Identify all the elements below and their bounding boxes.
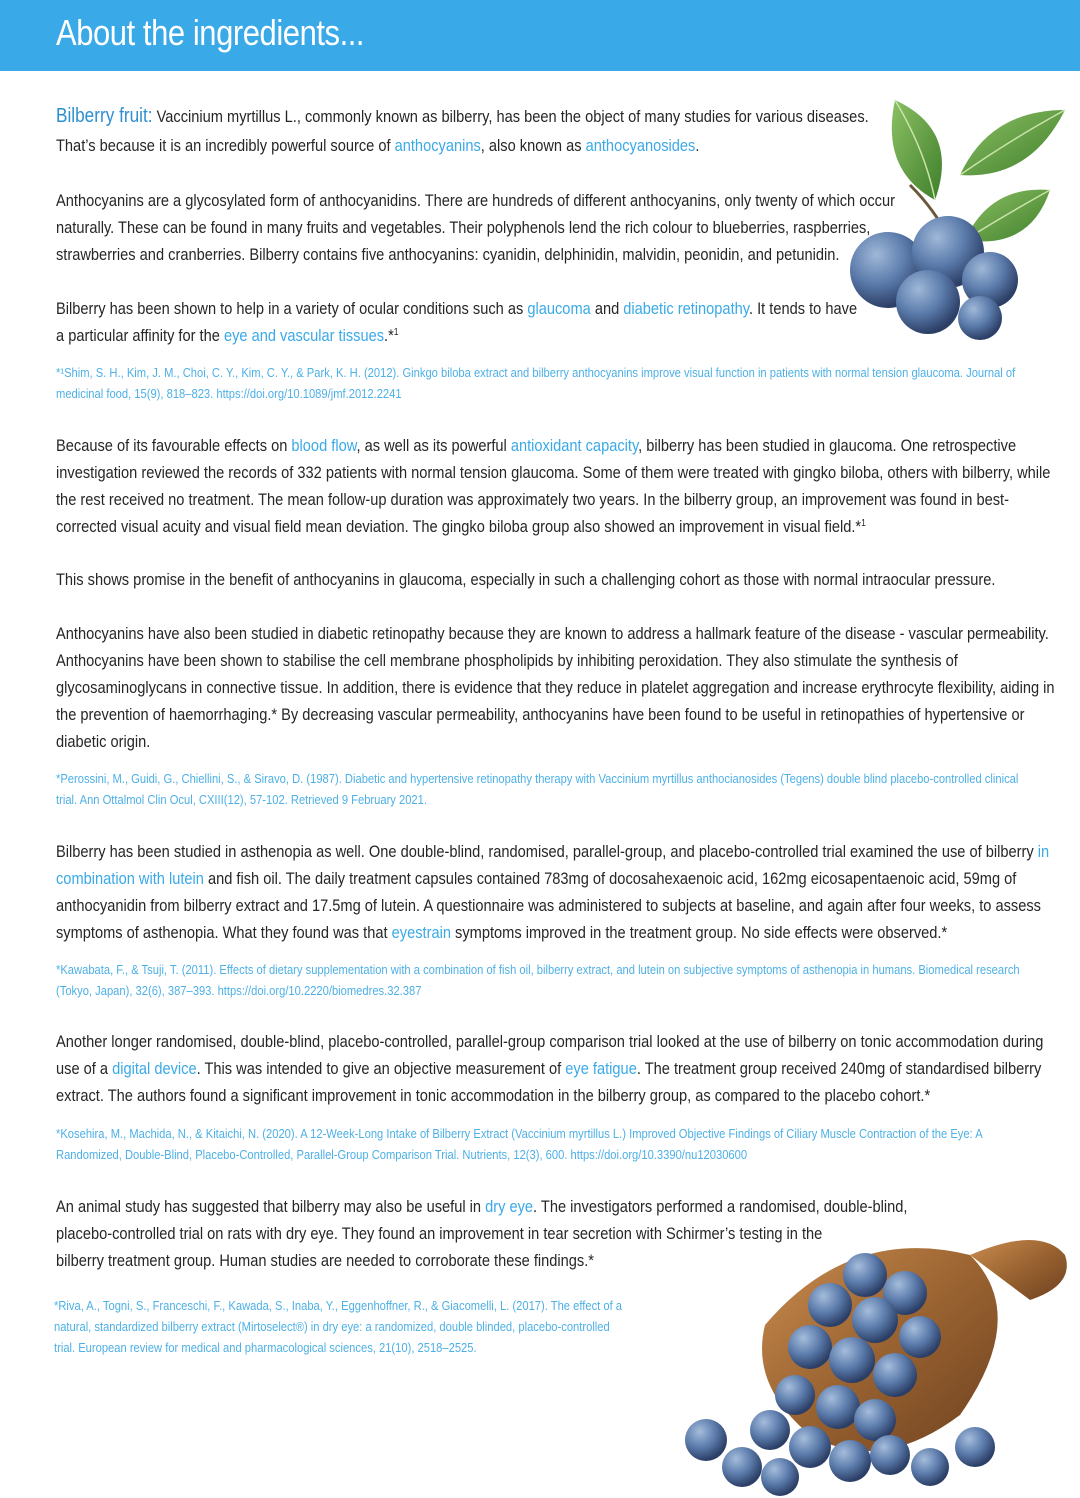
highlight-eyestrain: eyestrain bbox=[391, 923, 451, 942]
page-title: About the ingredients... bbox=[56, 12, 365, 53]
paragraph-glaucoma-promise: This shows promise in the benefit of anthocyanins in glaucoma, especially in such a challenging cohort as those with normal intraocular pressure. bbox=[56, 570, 996, 589]
paragraph-dry-eye: An animal study has suggested that bilberry may also be useful in dry eye. The investigators performed a randomised, double-blind, placebo-controlled trial on rats with dry eye. They found an improvement in tear secretion with Schirmer’s testing in the bilberry treatment group. Human studies are needed to corroborate these findings.* bbox=[56, 1197, 908, 1270]
highlight-blood-flow: blood flow bbox=[291, 436, 357, 455]
highlight-glaucoma: glaucoma bbox=[527, 299, 591, 318]
reference-kosehira-2020: *Kosehira, M., Machida, N., & Kitaichi, N. (2020). A 12-Week-Long Intake of Bilberry Extract (Vaccinium myrtillus L.) Improved Objective Findings of Ciliary Muscle Contraction of the Eye: A Randomized, Double-Blind, Placebo-Controlled, Parallel-Group Comparison Trial. Nutrients, 12(3), 600. https://doi.org/10.3390/nu12030600 bbox=[56, 1126, 983, 1162]
intro-paragraph: Bilberry fruit: Vaccinium myrtillus L., commonly known as bilberry, has been the object of many studies for various diseases. That’s because it is an incredibly powerful source of anthocyanins, also known as anthocyanosides. bbox=[56, 105, 869, 155]
reference-kawabata-2011: *Kawabata, F., & Tsuji, T. (2011). Effects of dietary supplementation with a combination of fish oil, bilberry extract, and lutein on subjective symptoms of asthenopia in humans. Biomedical research (Tokyo, Japan), 32(6), 387–393. https://doi.org/10.2220/biomedres.32.387 bbox=[56, 962, 1020, 998]
highlight-dry-eye: dry eye bbox=[485, 1197, 534, 1216]
paragraph-asthenopia: Bilberry has been studied in asthenopia as well. One double-blind, randomised, parallel-group, and placebo-controlled trial examined the use of bilberry in combination with lutein and fish oil. The daily treatment capsules contained 783mg of docosahexaenoic acid, 162mg eicosapentaenoic acid, 59mg of anthocyanidin from bilberry extract and 17.5mg of lutein. A questionnaire was administered to subjects at baseline, and again after four weeks, to assess symptoms of asthenopia. What they found was that eyestrain symptoms improved in the treatment group. No side effects were observed.* bbox=[56, 842, 1050, 942]
highlight-eye-vascular-tissues: eye and vascular tissues bbox=[223, 326, 385, 345]
page-header bbox=[0, 0, 1080, 71]
reference-perossini-1987: *Perossini, M., Guidi, G., Chiellini, S., & Siravo, D. (1987). Diabetic and hypertensive retinopathy therapy with Vaccinium myrtillus anthocianosides (Tegens) double blind placebo-controlled clinical trial. Ann Ottalmol Clin Ocul, CXIII(12), 57-102. Retrieved 9 February 2021. bbox=[56, 771, 1019, 807]
paragraph-anthocyanins-overview: Anthocyanins are a glycosylated form of anthocyanidins. There are hundreds of different anthocyanins, only twenty of which occur naturally. These can be found in many fruits and vegetables. Their polyphenols lend the rich colour to blueberries, raspberries, strawberries and cranberries. Bilberry contains five anthocyanins: cyanidin, delphinidin, malvidin, peonidin, and petunidin. bbox=[56, 191, 895, 264]
highlight-in: in bbox=[1037, 842, 1050, 861]
paragraph-digital-device-trial: Another longer randomised, double-blind, placebo-controlled, parallel-group comparison trial looked at the use of bilberry on tonic accommodation during use of a digital device. This was intended to give an objective measurement of eye fatigue. The treatment group received 240mg of standardised bilberry extract. The authors found a significant improvement in tonic accommodation in the bilberry group, as compared to the placebo cohort.* bbox=[56, 1032, 1044, 1105]
highlight-antioxidant-capacity: antioxidant capacity bbox=[510, 436, 639, 455]
paragraph-diabetic-retinopathy: Anthocyanins have also been studied in diabetic retinopathy because they are known to address a hallmark feature of the disease - vascular permeability. Anthocyanins have been shown to stabilise the cell membrane phospholipids by inhibiting peroxidation. They also stimulate the synthesis of glycosaminoglycans in connective tissue. In addition, there is evidence that they reduce in platelet aggregation and increase erythrocyte flexibility, aiding in the prevention of haemorrhaging.* By decreasing vascular permeability, anthocyanins have been found to be useful in retinopathies of hypertensive or diabetic origin. bbox=[56, 624, 1055, 751]
highlight-eye-fatigue: eye fatigue bbox=[565, 1059, 637, 1078]
highlight-diabetic-retinopathy: diabetic retinopathy bbox=[623, 299, 749, 318]
highlight-digital-device: digital device bbox=[112, 1059, 197, 1078]
bilberry-scoop-image bbox=[670, 1215, 1080, 1498]
bilberry-sprig-image bbox=[840, 90, 1070, 340]
highlight-anthocyanins: anthocyanins bbox=[394, 136, 481, 155]
paragraph-ocular-conditions: Bilberry has been shown to help in a variety of ocular conditions such as glaucoma and diabetic retinopathy. It tends to have a particular affinity for the eye and vascular tissues.*$^1$ bbox=[56, 299, 858, 345]
section-lead-bilberry-fruit: Bilberry fruit: bbox=[56, 105, 153, 127]
highlight-combination-with-lutein: combination with lutein bbox=[56, 869, 204, 888]
highlight-anthocyanosides: anthocyanosides bbox=[585, 136, 696, 155]
reference-shim-2012: *¹Shim, S. H., Kim, J. M., Choi, C. Y., Kim, C. Y., & Park, K. H. (2012). Ginkgo biloba extract and bilberry anthocyanins improve visual function in patients with normal tension glaucoma. Journal of medicinal food, 15(9), 818–823. https://doi.org/10.1089/jmf.2012.2241 bbox=[56, 365, 1016, 401]
paragraph-glaucoma-study: Because of its favourable effects on blood flow, as well as its powerful antioxidant capacity, bilberry has been studied in glaucoma. One retrospective investigation reviewed the records of 332 patients with normal tension glaucoma. Some of them were treated with gingko biloba, others with bilberry, while the rest received no treatment. The mean follow-up duration was approximately two years. In the bilberry group, an improvement was found in best- corrected visual acuity and visual field mean deviation. The gingko biloba group also showed an improvement in visual field.*$^1$ bbox=[56, 436, 1051, 536]
reference-riva-2017: *Riva, A., Togni, S., Franceschi, F., Kawada, S., Inaba, Y., Eggenhoffner, R., & Giacomelli, L. (2017). The effect of a natural, standardized bilberry extract (Mirtoselect®) in dry eye: a randomized, double blinded, placebo-controlled trial. European review for medical and pharmacological sciences, 21(10), 2518–2525. bbox=[54, 1298, 623, 1355]
